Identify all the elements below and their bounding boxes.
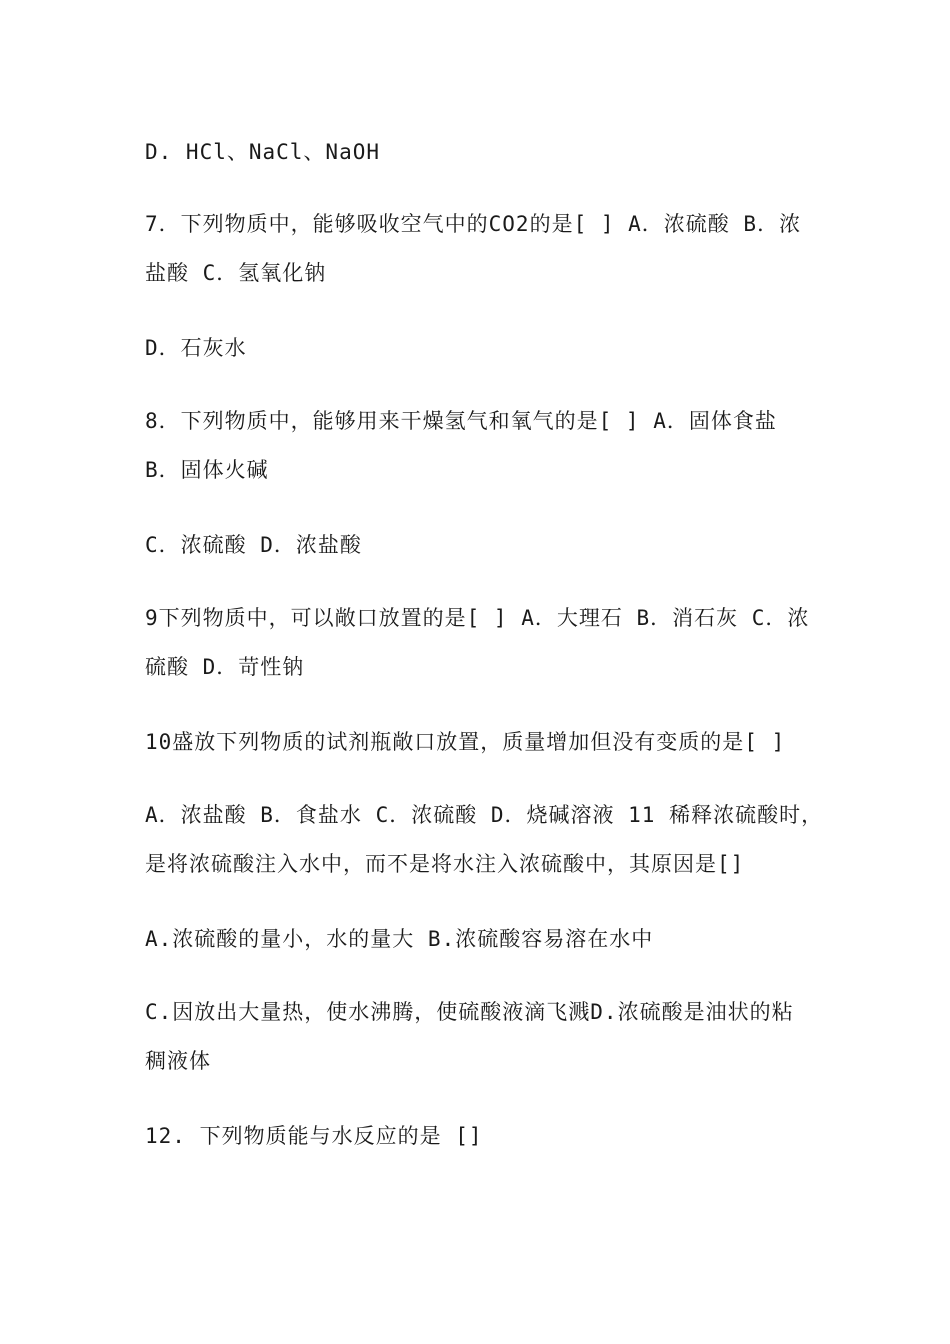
question-12 [145, 1112, 810, 1161]
option-d-q7 [145, 324, 810, 373]
text-line: A．浓盐酸 B．食盐水 C．浓硫酸 D．烧碱溶液 11 稀释浓硫酸时， [145, 803, 824, 827]
options-ab-q11 [145, 915, 810, 964]
text-line: 是将浓硫酸注入水中，而不是将水注入浓硫酸中，其原因是[] [145, 852, 745, 876]
text-line: A.浓硫酸的量小，水的量大 B.浓硫酸容易溶在水中 [145, 927, 654, 951]
text-line: 盐酸 C．氢氧化钠 [145, 261, 327, 285]
text-line: 10盛放下列物质的试剂瓶敞口放置，质量增加但没有变质的是[ ] [145, 730, 786, 754]
question-10 [145, 718, 810, 767]
question-8 [145, 397, 810, 495]
question-9 [145, 594, 810, 692]
options-cd-q8 [145, 521, 810, 570]
text-line: D. HCl、NaCl、NaOH [145, 140, 381, 164]
text-line: 9下列物质中，可以敞口放置的是[ ] A．大理石 B．消石灰 C．浓 [145, 606, 810, 630]
text-line: 8．下列物质中，能够用来干燥氢气和氧气的是[ ] A．固体食盐 [145, 409, 777, 433]
text-line: 硫酸 D．苛性钠 [145, 655, 305, 679]
text-line: B．固体火碱 [145, 458, 269, 482]
text-line: C.因放出大量热，使水沸腾，使硫酸液滴飞溅D.浓硫酸是油状的粘 [145, 1000, 794, 1024]
text-line: 稠液体 [145, 1049, 211, 1073]
text-line: 7．下列物质中，能够吸收空气中的CO2的是[ ] A．浓硫酸 B．浓 [145, 212, 802, 236]
text-line: D．石灰水 [145, 336, 247, 360]
text-line: 12. 下列物质能与水反应的是 [] [145, 1124, 483, 1148]
text-line: C．浓硫酸 D．浓盐酸 [145, 533, 362, 557]
options-q10-question-11 [145, 791, 824, 889]
question-7 [145, 200, 810, 298]
options-cd-q11 [145, 988, 810, 1086]
option-d-q6 [145, 128, 810, 177]
